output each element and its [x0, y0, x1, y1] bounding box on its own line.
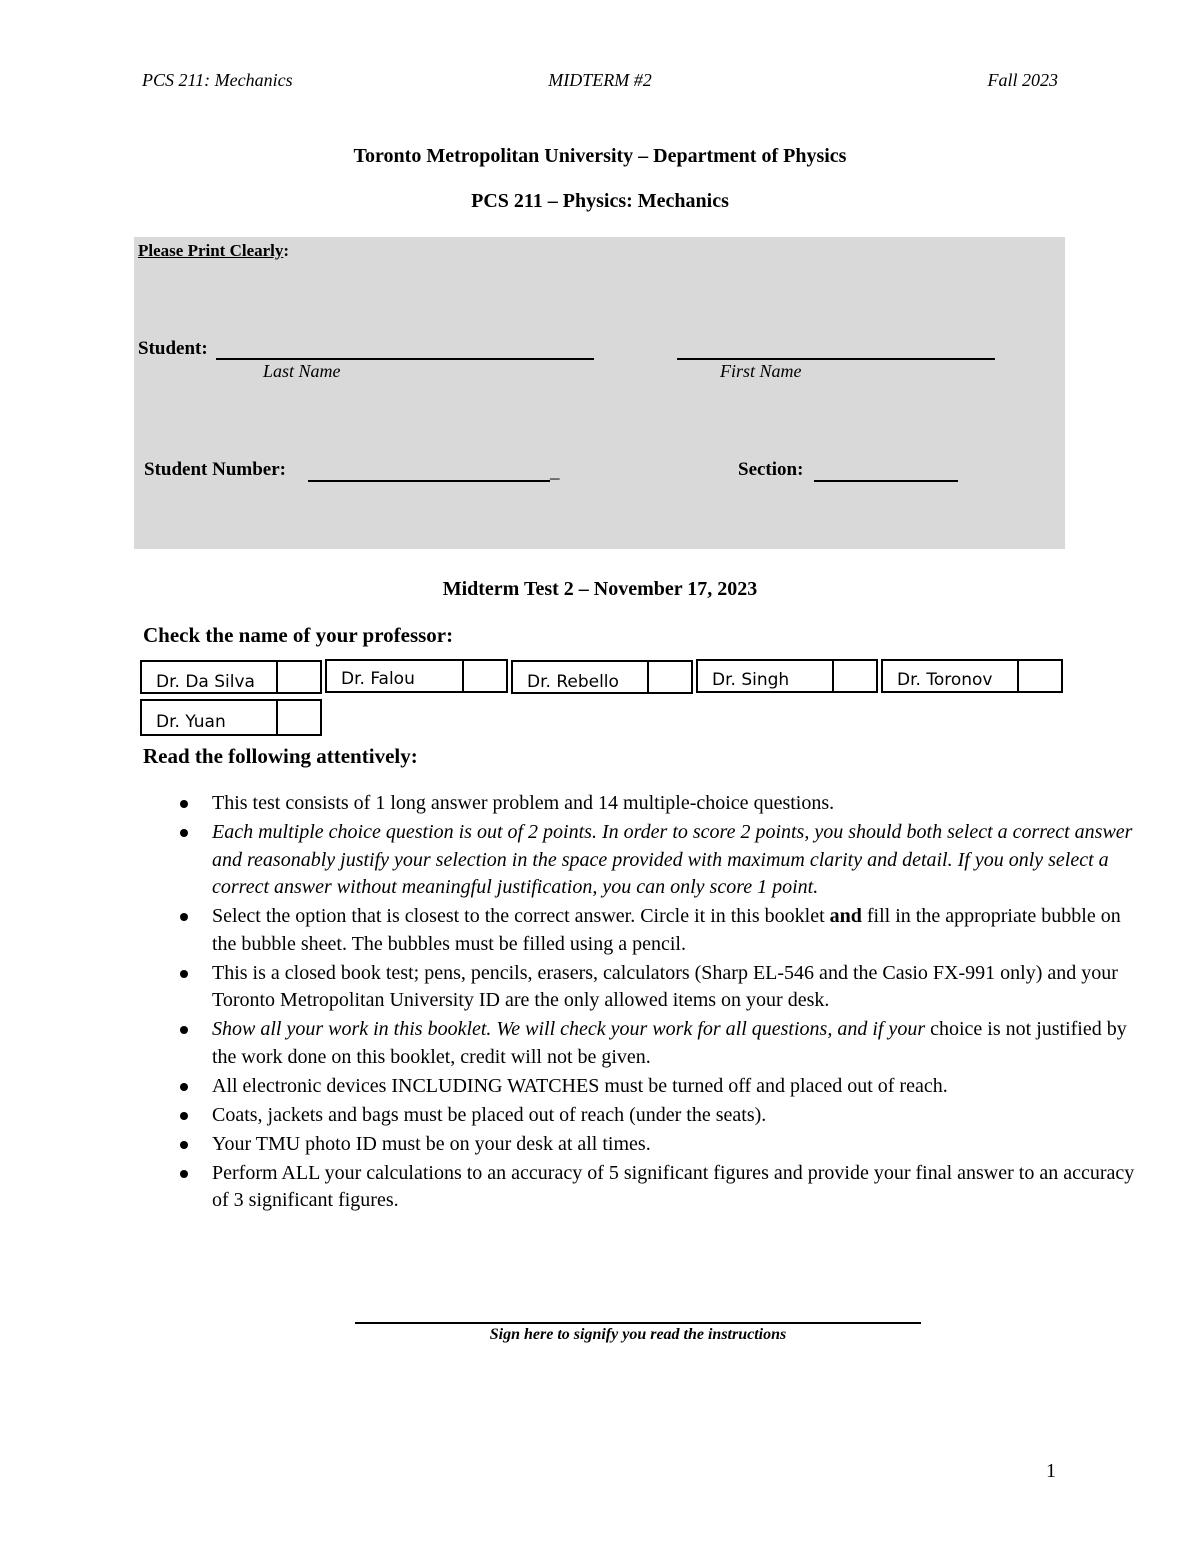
header-exam: MIDTERM #2 — [548, 70, 652, 90]
professor-name: Dr. Falou — [327, 661, 464, 691]
page-number: 1 — [1046, 1460, 1056, 1482]
course-title: PCS 211 – Physics: Mechanics — [471, 190, 729, 212]
student-number-label: Student Number: — [144, 459, 286, 480]
professor-cell-da-silva — [140, 660, 322, 694]
list-item — [212, 960, 1142, 1015]
rule-text: All electronic devices INCLUDING WATCHES must be turned off and placed out of reach. — [212, 1074, 948, 1097]
list-item — [212, 1073, 1142, 1101]
student-number-tail: _ — [550, 461, 560, 482]
header-course: PCS 211: Mechanics — [142, 70, 293, 90]
rule-text: Coats, jackets and bags must be placed out of reach (under the seats). — [212, 1103, 767, 1126]
rule-text: Your TMU photo ID must be on your desk at all times. — [212, 1132, 651, 1155]
signature-caption: Sign here to signify you read the instructions — [489, 1326, 787, 1343]
professor-checkbox-yuan[interactable] — [276, 701, 320, 734]
rule-text: Each multiple choice question is out of 2 points. In order to score 2 points, you should both select a correct answer and reasonably justify your selection in the space provided with maximum clarity and detail. If you only select a correct answer without meaningful justification, you can only score 1 point. — [212, 821, 1133, 898]
print-clearly-colon: : — [283, 241, 290, 260]
bullet-icon — [180, 1026, 188, 1034]
professor-prompt: Check the name of your professor: — [143, 623, 454, 647]
professor-checkbox-da-silva[interactable] — [276, 662, 320, 692]
professor-cell-yuan — [140, 699, 322, 736]
professor-cell-singh — [696, 659, 878, 693]
student-number-field[interactable] — [308, 463, 550, 482]
rule-text: Show all your work in this booklet. We will check your work for all questions, and if your — [212, 1018, 926, 1040]
list-item — [212, 903, 1142, 958]
bullet-icon — [180, 1083, 188, 1091]
professor-name: Dr. Rebello — [513, 662, 649, 692]
first-name-caption: First Name — [720, 361, 802, 381]
last-name-caption: Last Name — [263, 361, 341, 381]
last-name-field[interactable] — [216, 341, 594, 360]
bullet-icon — [180, 1141, 188, 1149]
bullet-icon — [180, 1112, 188, 1120]
print-clearly-label — [138, 241, 289, 261]
signature-line[interactable] — [355, 1322, 921, 1324]
bullet-icon — [180, 913, 188, 921]
rule-text: Perform ALL your calculations to an accuracy of 5 significant figures and provide your final answer to an accuracy of 3 significant figures. — [212, 1161, 1135, 1211]
list-item — [212, 1160, 1142, 1215]
professor-cell-falou — [325, 659, 508, 693]
student-info-box — [134, 237, 1065, 549]
professor-name: Dr. Singh — [698, 661, 834, 691]
instructions-list — [160, 790, 1142, 1216]
list-item — [212, 1102, 1142, 1130]
bullet-icon — [180, 970, 188, 978]
rule-text: This is a closed book test; pens, pencils, erasers, calculators (Sharp EL-546 and the Casio FX-991 only) and your Toronto Metropolitan University ID are the only allowed items on your desk. — [212, 961, 1118, 1011]
professor-name: Dr. Da Silva — [142, 662, 278, 692]
first-name-field[interactable] — [677, 341, 995, 360]
read-heading: Read the following attentively: — [143, 744, 418, 768]
professor-cell-rebello — [511, 660, 693, 694]
bullet-icon — [180, 1170, 188, 1178]
rule-text: This test consists of 1 long answer problem and 14 multiple-choice questions. — [212, 792, 835, 814]
list-item — [212, 1131, 1142, 1159]
list-item — [212, 790, 1142, 818]
print-clearly-text: Please Print Clearly — [138, 241, 284, 260]
section-field[interactable] — [814, 463, 958, 482]
section-label: Section: — [738, 459, 804, 480]
professor-name: Dr. Yuan — [142, 701, 278, 734]
list-item — [212, 1016, 1142, 1071]
university-title: Toronto Metropolitan University – Department of Physics — [353, 145, 847, 167]
rule-text: Select the option that is closest to the correct answer. Circle it in this booklet — [212, 905, 830, 927]
professor-cell-toronov — [881, 659, 1063, 693]
rule-text: choice is not justified by the work done on this booklet, credit will not be given. — [212, 1018, 1127, 1068]
rule-emphasis: and — [829, 905, 862, 927]
list-item — [212, 819, 1142, 902]
professor-name: Dr. Toronov — [883, 661, 1019, 691]
student-label: Student: — [138, 338, 208, 359]
bullet-icon — [180, 829, 188, 837]
rule-text: fill in the appropriate bubble on the bubble sheet. The bubbles must be filled using a pencil. — [212, 905, 1121, 955]
test-title: Midterm Test 2 – November 17, 2023 — [442, 578, 758, 600]
professor-checkbox-singh[interactable] — [832, 661, 876, 691]
professor-checkbox-falou[interactable] — [462, 661, 506, 691]
professor-checkbox-toronov[interactable] — [1017, 661, 1061, 691]
header-term: Fall 2023 — [987, 70, 1058, 90]
professor-checkbox-rebello[interactable] — [647, 662, 691, 692]
bullet-icon — [180, 800, 188, 808]
